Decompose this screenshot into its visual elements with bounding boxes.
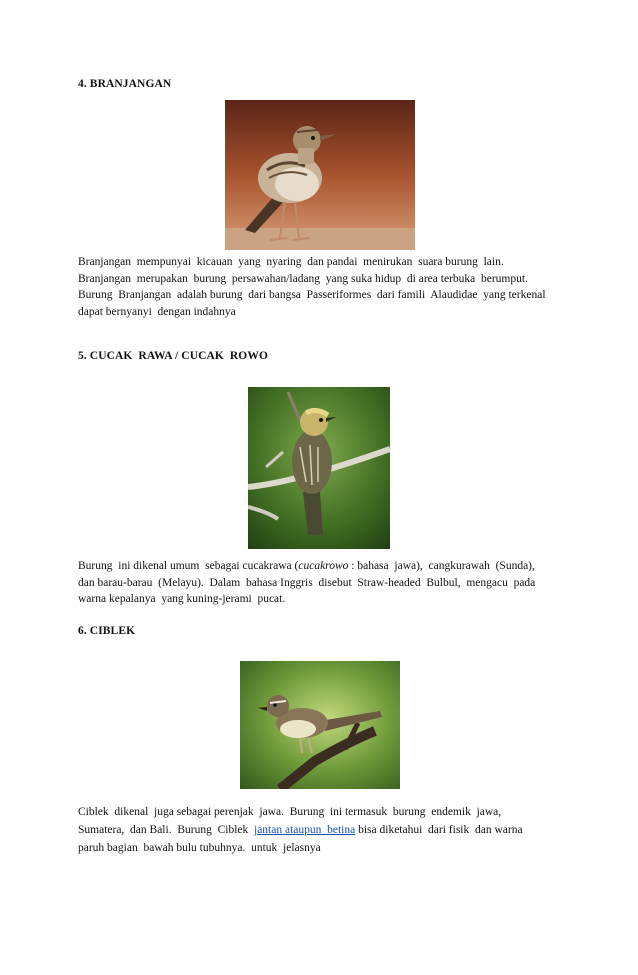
text-line bbox=[78, 821, 578, 839]
section-heading-branjangan: 4. BRANJANGAN bbox=[78, 78, 172, 90]
text-line: Branjangan merupakan burung persawahan/ladang yang suka hidup di area terbuka berumput. bbox=[78, 272, 528, 285]
bird-photo-ciblek bbox=[240, 661, 400, 789]
text-segment: : bahasa jawa), cangkurawah (Sunda), bbox=[348, 560, 535, 572]
text-line: Ciblek dikenal juga sebagai perenjak jawa. Burung ini termasuk burung endemik jawa, bbox=[78, 806, 502, 818]
paragraph-ciblek bbox=[78, 803, 578, 857]
text-segment: Burung ini dikenal umum sebagai cucakrawa ( bbox=[78, 560, 299, 572]
bird-photo-cucak-rawa bbox=[248, 387, 390, 549]
bird-photo-branjangan bbox=[225, 100, 415, 250]
paragraph-branjangan bbox=[78, 254, 578, 320]
text-line: Branjangan mempunyai kicauan yang nyaring dan pandai menirukan suara burung lain. bbox=[78, 256, 504, 268]
text-line bbox=[78, 558, 578, 575]
text-line: dan barau-barau (Melayu). Dalam bahasa Inggris disebut Straw-headed Bulbul, mengacu pada bbox=[78, 576, 536, 589]
italic-term: cucakrowo bbox=[298, 560, 349, 572]
text-line: Burung Branjangan adalah burung dari bangsa Passeriformes dari famili Alaudidae yang terkenal bbox=[78, 289, 546, 301]
text-segment: bisa diketahui dari fisik dan warna bbox=[355, 824, 523, 836]
section-heading-ciblek: 6. CIBLEK bbox=[78, 625, 136, 637]
text-segment: Sumatera, dan Bali. Burung Ciblek bbox=[78, 824, 254, 836]
paragraph-cucak-rawa bbox=[78, 558, 578, 608]
text-line: dapat bernyanyi dengan indahnya bbox=[78, 305, 236, 318]
section-heading-cucak-rawa: 5. CUCAK RAWA / CUCAK ROWO bbox=[78, 350, 269, 362]
jantan-betina-link[interactable]: jantan ataupun betina bbox=[254, 824, 356, 836]
text-line: paruh bagian bawah bulu tubuhnya. untuk jelasnya bbox=[78, 842, 321, 854]
text-line: warna kepalanya yang kuning-jerami pucat. bbox=[78, 593, 286, 605]
